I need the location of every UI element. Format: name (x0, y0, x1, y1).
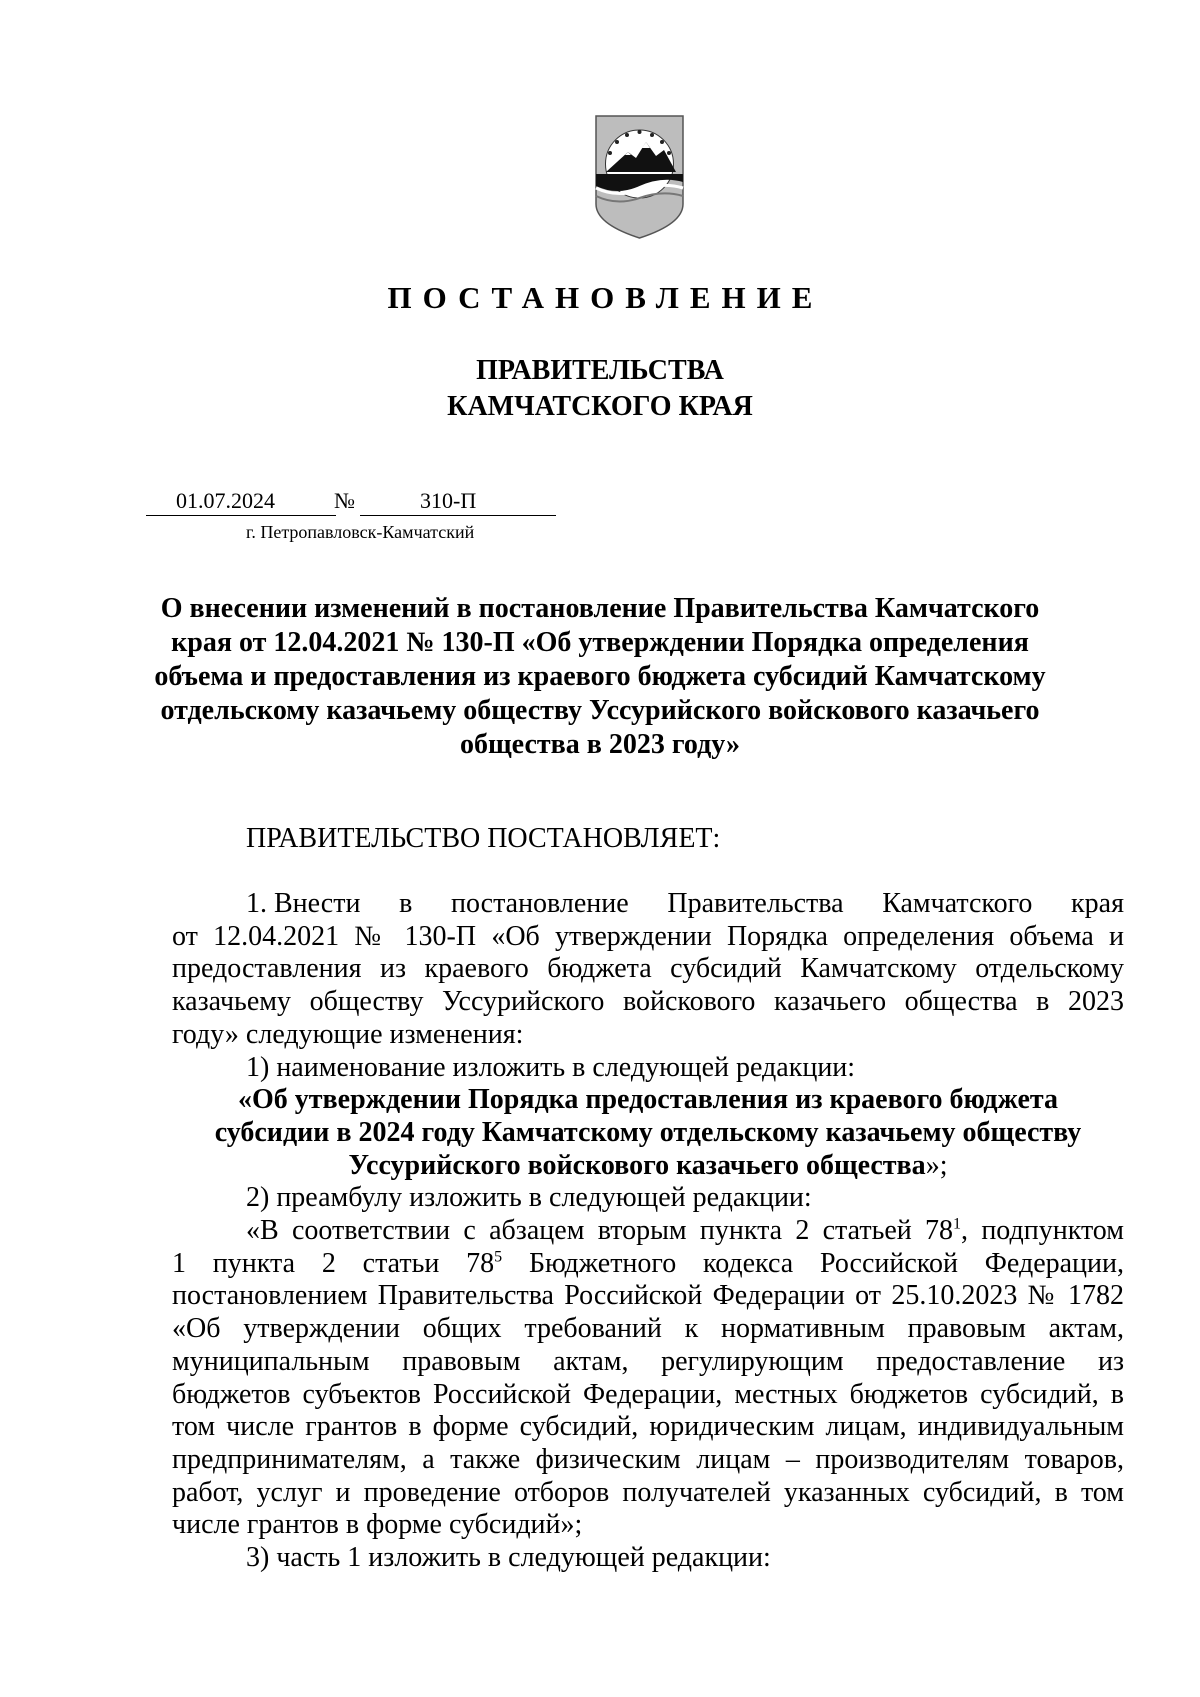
item-2-quote-line: муниципальным правовым актам, регулирующим предоставление из (172, 1345, 1124, 1377)
number-sign: № (334, 488, 355, 513)
subject-line: края от 12.04.2021 № 130-П «Об утверждении Порядка определения (171, 627, 1029, 658)
document-number: 310-П (420, 488, 477, 513)
superscript: 1 (953, 1215, 962, 1233)
superscript: 5 (494, 1248, 503, 1266)
item-2-quote-line: бюджетов субъектов Российской Федерации, местных бюджетов субсидий, в (172, 1378, 1124, 1410)
resolves-heading: ПРАВИТЕЛЬСТВО ПОСТАНОВЛЯЕТ: (246, 823, 721, 854)
quote-text: Уссурийского войскового казачьего общества (348, 1149, 926, 1181)
document-date: 01.07.2024 (176, 488, 275, 513)
issuing-authority (0, 353, 1200, 425)
authority-line-2: КАМЧАТСКОГО КРАЯ (447, 391, 753, 422)
paragraph-1-line: году» следующие изменения: (172, 1018, 524, 1050)
paragraph-1-line (172, 888, 1124, 921)
word: 1. Внести (246, 888, 361, 919)
item-2: 2) преамбулу изложить в следующей редакции: (246, 1182, 812, 1214)
paragraph-1-line: от 12.04.2021 № 130-П «Об утверждении Порядка определения объема и (172, 920, 1124, 952)
coat-of-arms-emblem (592, 112, 687, 242)
item-3: 3) часть 1 изложить в следующей редакции: (246, 1542, 771, 1574)
item-1-quote-line: субсидии в 2024 году Камчатскому отдельскому казачьему обществу (214, 1116, 1082, 1148)
item-2-quote-line: предпринимателям, а также физическим лицам – производителям товаров, (172, 1443, 1124, 1475)
text: , подпунктом (961, 1215, 1124, 1247)
subject-line: объема и предоставления из краевого бюджета субсидий Камчатскому (154, 661, 1046, 692)
subject-line: О внесении изменений в постановление Правительства Камчатского (160, 593, 1040, 624)
item-2-quote-line (172, 1248, 1124, 1281)
paragraph-1-line: казачьему обществу Уссурийского войскового казачьего общества в 2023 (172, 986, 1124, 1018)
item-1: 1) наименование изложить в следующей редакции: (246, 1051, 856, 1083)
item-2-quote-line: числе грантов в форме субсидий»; (172, 1509, 583, 1541)
item-2-quote-line: «Об утверждении общих требований к нормативным правовым актам, (172, 1313, 1124, 1345)
authority-line-1: ПРАВИТЕЛЬСТВА (476, 355, 724, 386)
item-2-quote-line: том числе грантов в форме субсидий, юридическим лицам, индивидуальным (172, 1411, 1124, 1443)
subject-line: общества в 2023 году» (460, 729, 740, 760)
document-body (172, 888, 1124, 1575)
item-2-quote-line: работ, услуг и проведение отборов получателей указанных субсидий, в том (172, 1476, 1124, 1508)
item-1-quote-line: «Об утверждении Порядка предоставления из краевого бюджета (238, 1084, 1058, 1116)
word: Правительства (667, 888, 844, 919)
paragraph-1-line: предоставления из краевого бюджета субсидий Камчатскому отдельскому (172, 953, 1124, 985)
document-date-number (146, 488, 556, 518)
item-2-quote-line: постановлением Правительства Российской Федерации от 25.10.2023 № 1782 (172, 1280, 1124, 1312)
word: края (1071, 888, 1124, 919)
item-1-quote-line (172, 1150, 1124, 1183)
word: Камчатского (882, 888, 1033, 919)
text: 1 пункта 2 статьи 78 (172, 1247, 495, 1279)
document-type-title: ПОСТАНОВЛЕНИЕ (387, 280, 824, 315)
item-2-quote-line (172, 1215, 1124, 1248)
document-city: г. Петропавловск-Камчатский (246, 522, 475, 542)
word: в (399, 888, 413, 919)
date-underline (146, 515, 336, 516)
number-underline (360, 515, 556, 516)
quote-end: »; (925, 1149, 948, 1181)
text: «В соответствии с абзацем вторым пункта 2 статьей 78 (246, 1215, 954, 1247)
word: постановление (450, 888, 629, 919)
text: Бюджетного кодекса Российской Федерации, (502, 1247, 1124, 1279)
subject-line: отдельскому казачьему обществу Уссурийского войскового казачьего (160, 695, 1040, 726)
document-subject (140, 592, 1060, 762)
